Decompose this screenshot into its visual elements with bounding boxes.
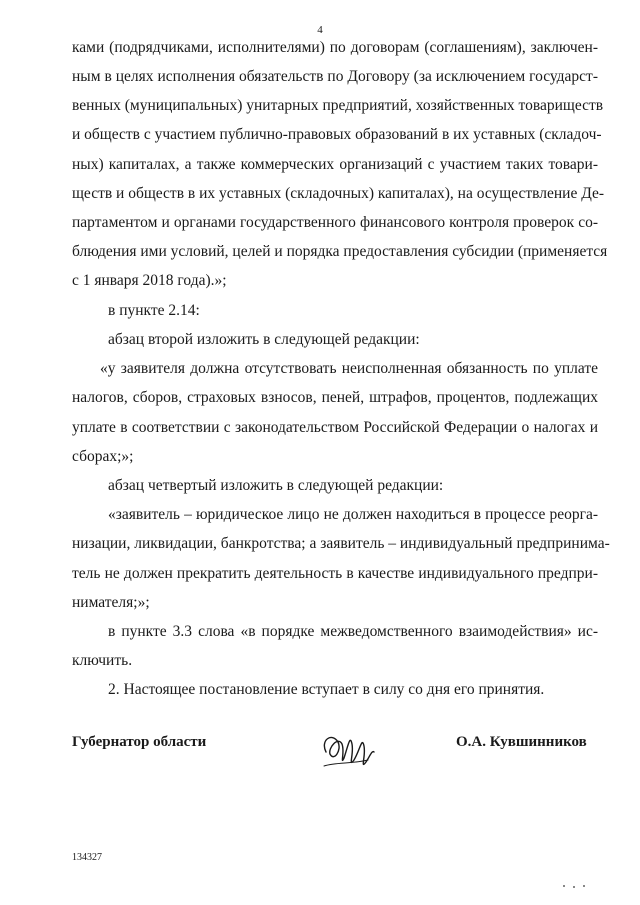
text-line: с 1 января 2018 года).»; (72, 272, 227, 289)
text-line: ществ и обществ в их уставных (складочных) капиталах), на осуществление Де- (72, 185, 605, 202)
signatory-title: Губернатор области (72, 734, 207, 750)
text-line: и обществ с участием публично-правовых образований в их уставных (складоч- (72, 126, 602, 143)
text-line: «у заявителя должна отсутствовать неисполненная обязанность по уплате (100, 360, 598, 377)
handwritten-signature (318, 722, 378, 774)
text-line: блюдения ими условий, целей и порядка предоставления субсидии (применяется (72, 243, 608, 260)
signatory-name: О.А. Кувшинников (456, 734, 587, 750)
page-number: 4 (317, 24, 323, 36)
text-line: уплате в соответствии с законодательством Российской Федерации о налогах и (72, 419, 598, 436)
text-line: ками (подрядчиками, исполнителями) по договорам (соглашениям), заключен- (72, 39, 598, 56)
text-line: налогов, сборов, страховых взносов, пеней, штрафов, процентов, подлежащих (72, 389, 598, 406)
text-line: в пункте 3.3 слова «в порядке межведомственного взаимодействия» ис- (108, 623, 598, 640)
text-line: ключить. (72, 652, 133, 669)
text-line: низации, ликвидации, банкротства; а заявитель – индивидуальный предпринима- (72, 535, 610, 552)
text-line: ным в целях исполнения обязательств по Договору (за исключением государст- (72, 68, 598, 85)
text-line: венных (муниципальных) унитарных предприятий, хозяйственных товариществ (72, 97, 604, 114)
text-line: «заявитель – юридическое лицо не должен находиться в процессе реорга- (108, 506, 598, 523)
document-code: 134327 (72, 852, 102, 863)
text-line: нимателя;»; (72, 594, 150, 611)
text-line: сборах;»; (72, 448, 134, 465)
text-line: партаментом и органами государственного финансового контроля проверок со- (72, 214, 598, 231)
text-line: абзац второй изложить в следующей редакции: (108, 331, 420, 348)
text-line: в пункте 2.14: (108, 302, 200, 319)
text-line: тель не должен прекратить деятельность в качестве индивидуального предпри- (72, 565, 598, 582)
text-line: 2. Настоящее постановление вступает в силу со дня его принятия. (108, 681, 545, 698)
text-line: ных) капиталах, а также коммерческих организаций с участием таких товари- (72, 156, 598, 173)
text-line: абзац четвертый изложить в следующей редакции: (108, 477, 444, 494)
scan-dot-marks (560, 880, 590, 890)
